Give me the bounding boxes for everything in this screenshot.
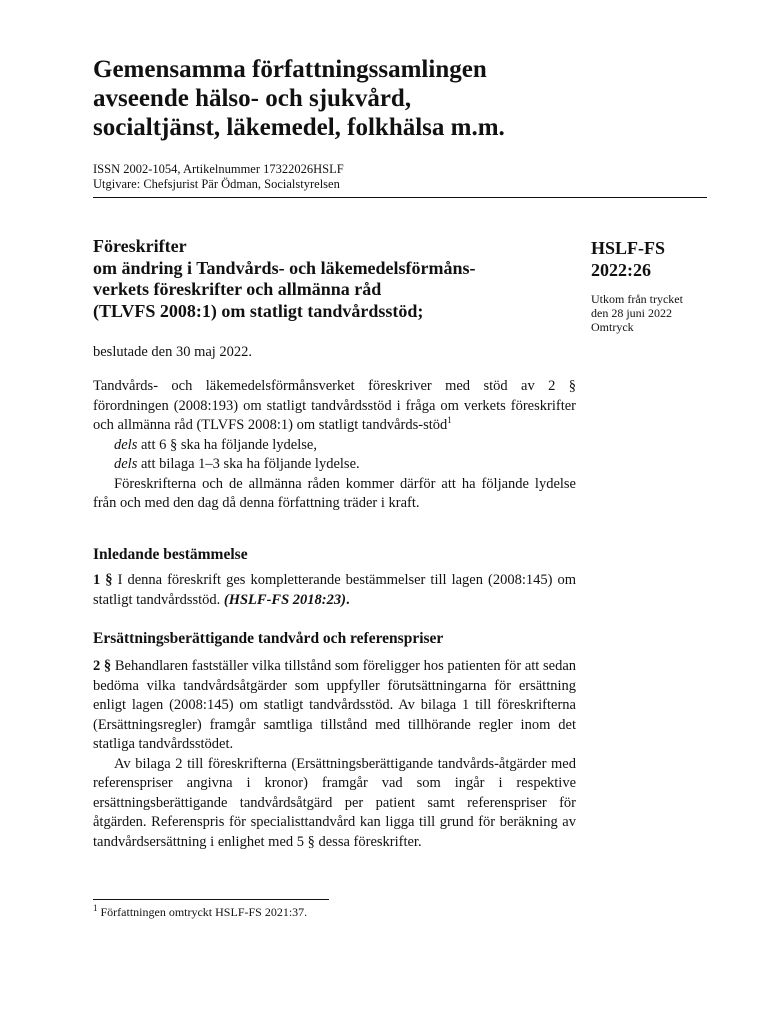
footnote-text: Författningen omtryckt HSLF-FS 2021:37.	[97, 905, 308, 919]
paragraph-2	[93, 657, 576, 852]
main-title-line-1: Gemensamma författningssamlingen	[93, 56, 487, 83]
preamble-main: Tandvårds- och läkemedelsförmånsverket föreskriver med stöd av 2 § förordningen (2008:193) om statligt tandvårdsstöd i fråga om verkets föreskrifter och allmänna råd (TLVFS 2008:1) om statligt tandvårds-stöd	[93, 378, 576, 433]
paragraph-1-number: 1 §	[93, 572, 113, 588]
footnote	[93, 905, 307, 919]
statute-code-series: HSLF-FS	[591, 238, 666, 258]
footnote-divider	[93, 899, 329, 900]
preamble-text	[93, 377, 576, 436]
statute-code-number: 2022:26	[591, 259, 651, 280]
paragraph-1-text: I denna föreskrift ges kompletterande bestämmelser till lagen (2008:145) om statligt tandvårdsstöd.	[93, 572, 577, 608]
decision-date: beslutade den 30 maj 2022.	[93, 344, 253, 360]
preamble	[93, 377, 576, 514]
header-divider	[93, 197, 707, 198]
document-heading-line-4: (TLVFS 2008:1) om statligt tandvårdsstöd;	[93, 300, 424, 321]
paragraph-1-reference: (HSLF-FS 2018:23)	[223, 591, 346, 608]
reprint-label: Omtryck	[591, 320, 634, 334]
document-heading-line-2: om ändring i Tandvårds- och läkemedelsförmåns-	[93, 257, 476, 278]
paragraph-1	[93, 571, 576, 610]
publication-date-block	[591, 292, 683, 334]
publication-label: Utkom från trycket	[591, 292, 683, 306]
paragraph-2-text: Behandlaren fastställer vilka tillstånd som föreligger hos patienten för att sedan bedöma vilka tandvårdsåtgärder som uppfyller förutsättningarna för ersättning enligt lagen (2008:145) om statligt tandvårdsstöd. Av bilaga 1 till föreskrifterna (Ersättningsregler) framgår samtliga tillstånd med tillhörande regler inom det statliga tandvårdsstödet.	[93, 658, 577, 752]
document-heading	[93, 236, 573, 322]
section-heading-inledande: Inledande bestämmelse	[93, 546, 248, 563]
issn-line: ISSN 2002-1054, Artikelnummer 17322026HSLF	[93, 162, 344, 176]
document-heading-line-3: verkets föreskrifter och allmänna råd	[93, 279, 382, 299]
main-title-line-2: avseende hälso- och sjukvård,	[93, 85, 412, 112]
preamble-closing: Föreskrifterna och de allmänna råden kommer därför att ha följande lydelse från och med den dag då denna författning träder i kraft.	[93, 475, 576, 511]
dels-word-1: dels	[114, 436, 138, 453]
paragraph-2-first	[93, 657, 576, 755]
dels-text-1: att 6 § ska ha följande lydelse,	[137, 436, 317, 453]
publication-info	[93, 162, 344, 191]
paragraph-1-end: .	[345, 591, 350, 608]
footnote-ref[interactable]: 1	[447, 415, 452, 426]
statute-code	[591, 238, 665, 281]
publisher-line: Utgivare: Chefsjurist Pär Ödman, Socialstyrelsen	[93, 176, 340, 191]
publication-date: den 28 juni 2022	[591, 306, 672, 320]
dels-word-2: dels	[114, 456, 138, 472]
footnote-number: 1	[93, 903, 98, 913]
dels-item-2	[93, 455, 576, 475]
main-title	[93, 55, 693, 142]
dels-item-1	[93, 436, 576, 456]
paragraph-2-number: 2 §	[93, 658, 112, 674]
document-heading-line-1: Föreskrifter	[93, 236, 187, 256]
main-title-line-3: socialtjänst, läkemedel, folkhälsa m.m.	[93, 114, 505, 141]
paragraph-2-second: Av bilaga 2 till föreskrifterna (Ersättningsberättigande tandvårds-åtgärder med referenspriser angivna i kronor) framgår vad som ingår i respektive ersättningsberättigande tandvårdsåtgärd per patient samt referenspriser för åtgärden. Referenspris för specialisttandvård kan ligga till grund för beräkning av tandvårdsersättning i enlighet med 5 § dessa föreskrifter.	[93, 755, 576, 850]
section-heading-ersattning: Ersättningsberättigande tandvård och referenspriser	[93, 630, 444, 647]
dels-text-2: att bilaga 1–3 ska ha följande lydelse.	[137, 456, 360, 472]
